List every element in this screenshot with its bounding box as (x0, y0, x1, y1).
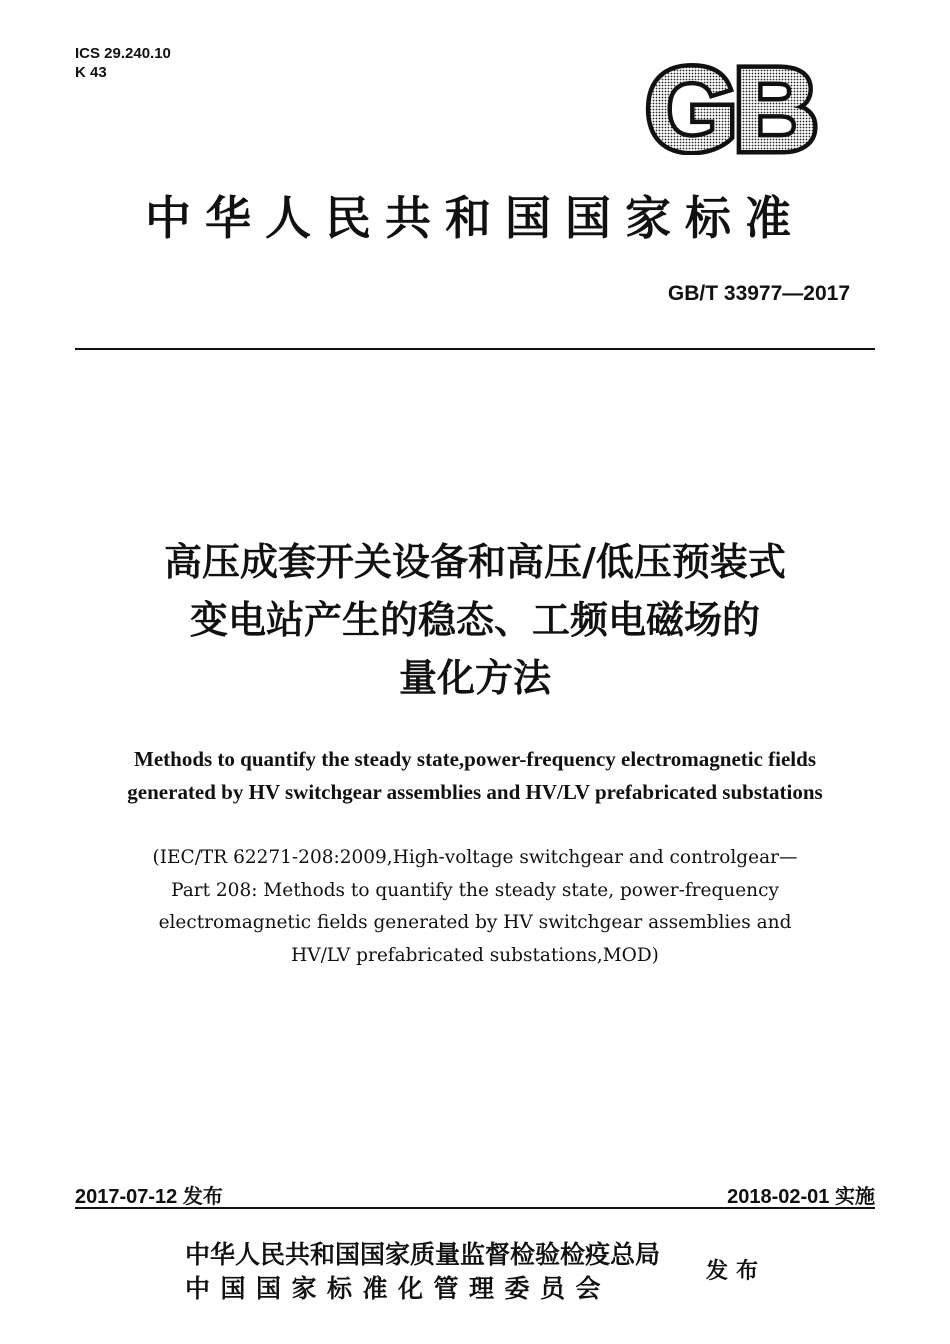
divider-top (75, 348, 875, 350)
issue-label: 发布 (706, 1258, 767, 1284)
chinese-title-line: 量化方法 (398, 656, 551, 700)
gb-logo-text: GB (645, 60, 815, 155)
ics-code: ICS 29.240.10 (75, 45, 171, 62)
publish-date: 2017-07-12 发布 (75, 1186, 223, 1208)
ccs-code: K 43 (75, 64, 107, 81)
english-title-line: generated by HV switchgear assemblies and HV/LV prefabricated substations (127, 780, 823, 804)
standard-number: GB/T 33977—2017 (667, 282, 850, 305)
iec-reference-line: electromagnetic fields generated by HV switchgear assemblies and (158, 912, 792, 933)
chinese-title (60, 533, 890, 707)
english-title (40, 743, 910, 809)
issuing-organizations (185, 1238, 660, 1306)
classification-codes (75, 44, 171, 82)
chinese-title-line: 高压成套开关设备和高压/低压预装式 (164, 540, 786, 584)
iec-reference (40, 842, 910, 972)
issuer-line: 中华人民共和国国家质量监督检验检疫总局 (185, 1240, 661, 1269)
issuer-line: 中国国家标准化管理委员会 (185, 1274, 612, 1303)
gb-logo (628, 60, 833, 155)
implement-date: 2018-02-01 实施 (727, 1186, 875, 1208)
chinese-title-line: 变电站产生的稳态、工频电磁场的 (189, 598, 760, 642)
english-title-line: Methods to quantify the steady state,power-frequency electromagnetic fields (134, 747, 816, 771)
iec-reference-line: Part 208: Methods to quantify the steady state, power-frequency (171, 879, 779, 901)
divider-bottom (75, 1207, 875, 1209)
iec-reference-line: HV/LV prefabricated substations,MOD) (291, 944, 659, 966)
iec-reference-line: (IEC/TR 62271-208:2009,High-voltage switchgear and controlgear— (152, 847, 798, 868)
standard-type-title: 中华人民共和国国家标准 (145, 191, 805, 245)
